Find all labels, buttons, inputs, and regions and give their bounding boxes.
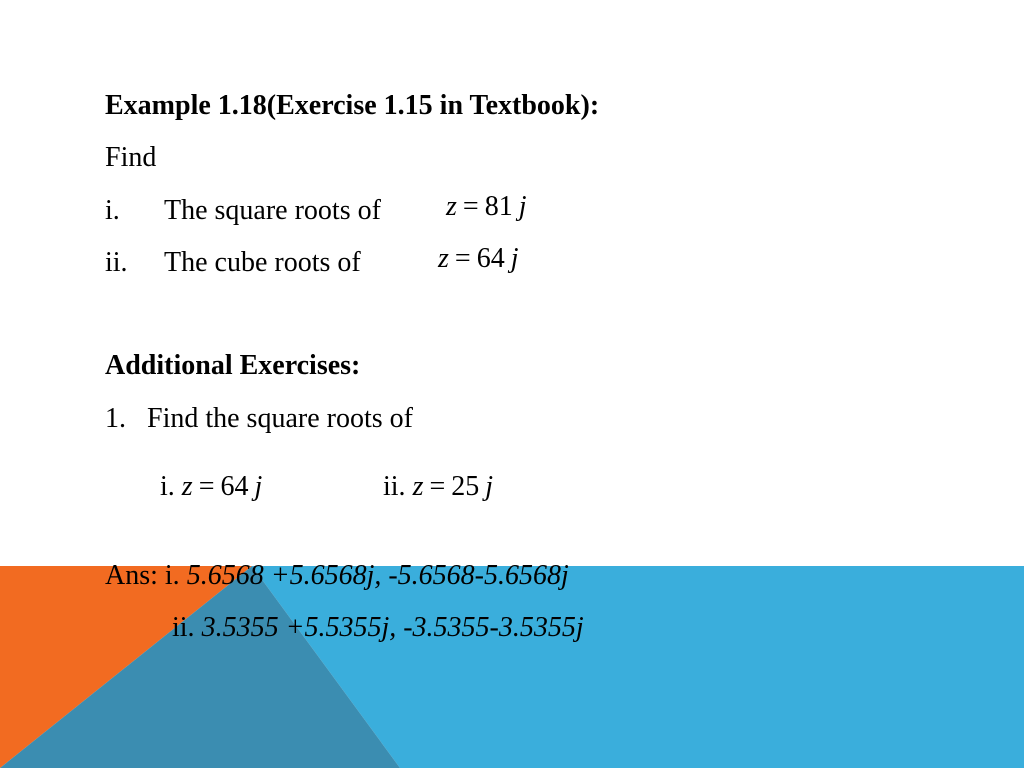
eq-unit: j	[485, 471, 494, 502]
sub-i-marker: i.	[160, 471, 175, 502]
eq-operator: =	[462, 191, 479, 222]
additional-heading: Additional Exercises:	[105, 350, 361, 381]
eq-number: 25	[451, 471, 480, 502]
eq-variable: z	[446, 191, 457, 222]
eq-number: 64	[220, 471, 249, 502]
item-ii-text: The cube roots of	[164, 247, 361, 278]
eq-number: 64	[476, 243, 505, 274]
equation-z-64j	[438, 245, 518, 273]
eq-operator: =	[198, 471, 215, 502]
eq-unit: j	[254, 471, 263, 502]
item-i-marker: i.	[105, 195, 120, 226]
item-i-text: The square roots of	[164, 195, 381, 226]
eq-number: 81	[484, 191, 513, 222]
eq-operator: =	[454, 243, 471, 274]
answer-ii	[172, 614, 584, 642]
sub-item-ii	[383, 473, 493, 501]
eq-unit: j	[510, 243, 519, 274]
sub-item-i	[160, 473, 262, 501]
eq-operator: =	[429, 471, 446, 502]
eq-unit: j	[518, 191, 527, 222]
eq-variable: z	[438, 243, 449, 274]
answer-i	[105, 562, 569, 590]
item-ii-marker: ii.	[105, 247, 128, 278]
equation-z-81j	[446, 193, 526, 221]
answer-i-value: 5.6568 +5.6568j, -5.6568-5.6568j	[186, 560, 569, 591]
additional-item-1: 1. Find the square roots of	[105, 403, 413, 434]
answer-label: Ans: i.	[105, 560, 180, 591]
eq-variable: z	[412, 471, 424, 502]
answer-ii-value: 3.5355 +5.5355j, -3.5355-3.5355j	[201, 612, 584, 643]
sub-ii-marker: ii.	[383, 471, 406, 502]
find-label: Find	[105, 142, 157, 173]
eq-variable: z	[181, 471, 193, 502]
example-heading: Example 1.18(Exercise 1.15 in Textbook):	[105, 90, 600, 121]
answer-ii-label: ii.	[172, 612, 195, 643]
